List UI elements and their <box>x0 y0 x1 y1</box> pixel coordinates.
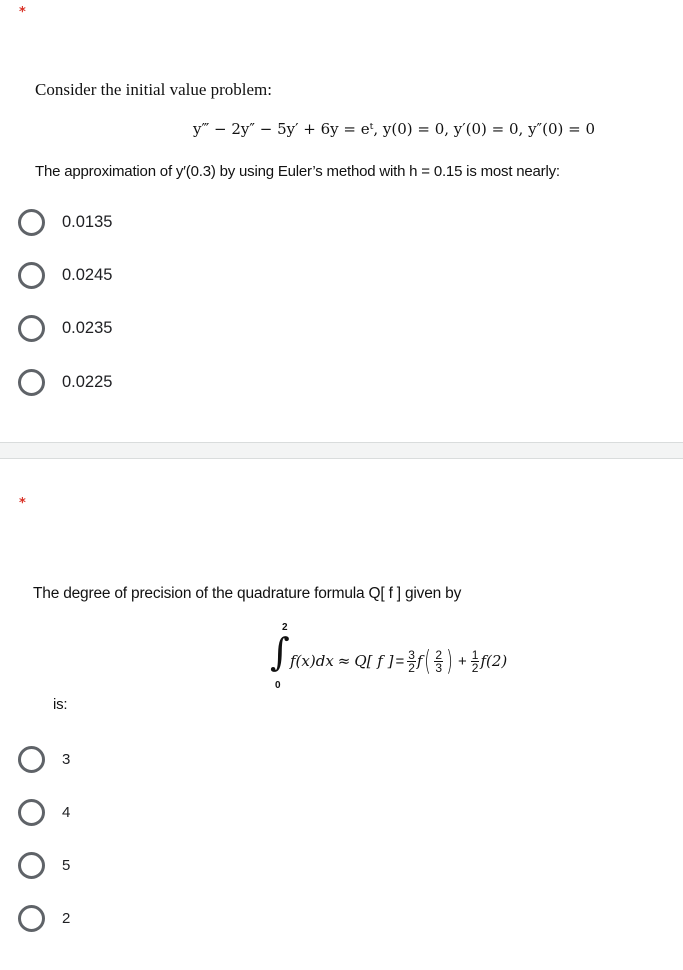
option-label: 0.0245 <box>62 265 113 284</box>
radio-button[interactable] <box>18 209 45 236</box>
option-5[interactable] <box>18 850 70 880</box>
question-suffix: is: <box>53 696 68 713</box>
question-card-1 <box>0 0 683 442</box>
option-label: 2 <box>62 909 71 927</box>
required-asterisk: * <box>19 496 26 511</box>
integral-upper-limit: 2 <box>282 622 288 633</box>
function-f-of-2: f(2) <box>480 652 508 670</box>
left-paren: ( <box>424 644 432 677</box>
question-intro: Consider the initial value problem: <box>35 80 273 99</box>
formula-lhs: Q[ f ] <box>354 652 394 670</box>
integral-sign-icon: ∫ <box>270 630 290 674</box>
radio-button[interactable] <box>18 262 45 289</box>
fraction-2-3: $\frac{2}{3}$ <box>435 647 443 675</box>
option-label: 4 <box>62 803 71 821</box>
option-0-0235[interactable] <box>18 313 112 343</box>
equals-symbol: = <box>395 652 405 670</box>
approx-symbol: ≈ <box>337 652 351 670</box>
right-paren: ) <box>446 644 453 677</box>
option-0-0135[interactable] <box>18 207 112 237</box>
radio-button[interactable] <box>18 315 45 342</box>
quadrature-formula <box>266 622 586 694</box>
question-prompt: The approximation of y′(0.3) by using Euler’s method with h = 0.15 is most nearly: <box>35 163 560 180</box>
radio-button[interactable] <box>18 799 45 826</box>
plus-symbol: + <box>458 652 467 670</box>
option-2[interactable] <box>18 903 70 933</box>
option-label: 3 <box>62 750 71 768</box>
required-asterisk: * <box>19 5 26 20</box>
question-separator <box>0 442 683 459</box>
option-0-0245[interactable] <box>18 260 112 290</box>
fraction-3-2: $\frac{3}{2}$ <box>408 647 415 675</box>
radio-button[interactable] <box>18 369 45 396</box>
integral-lower-limit: 0 <box>275 680 281 691</box>
option-label: 0.0225 <box>62 372 113 391</box>
radio-button[interactable] <box>18 746 45 773</box>
option-0-0225[interactable] <box>18 367 112 397</box>
formula-body <box>290 644 508 677</box>
function-f: f <box>416 652 423 670</box>
integrand: f(x)dx <box>290 652 334 670</box>
question-prompt: The degree of precision of the quadrature formula Q[ f ] given by <box>33 585 462 602</box>
radio-button[interactable] <box>18 905 45 932</box>
radio-button[interactable] <box>18 852 45 879</box>
option-label: 0.0135 <box>62 212 113 231</box>
option-label: 0.0235 <box>62 318 113 337</box>
differential-equation: y‴ − 2y″ − 5y′ + 6y = eᵗ, y(0) = 0, y′(0) = 0, y″(0) = 0 <box>193 120 596 138</box>
fraction-1-2: $\frac{1}{2}$ <box>471 647 479 675</box>
option-4[interactable] <box>18 797 70 827</box>
option-3[interactable] <box>18 744 70 774</box>
option-label: 5 <box>62 856 71 874</box>
question-card-2 <box>0 459 683 970</box>
